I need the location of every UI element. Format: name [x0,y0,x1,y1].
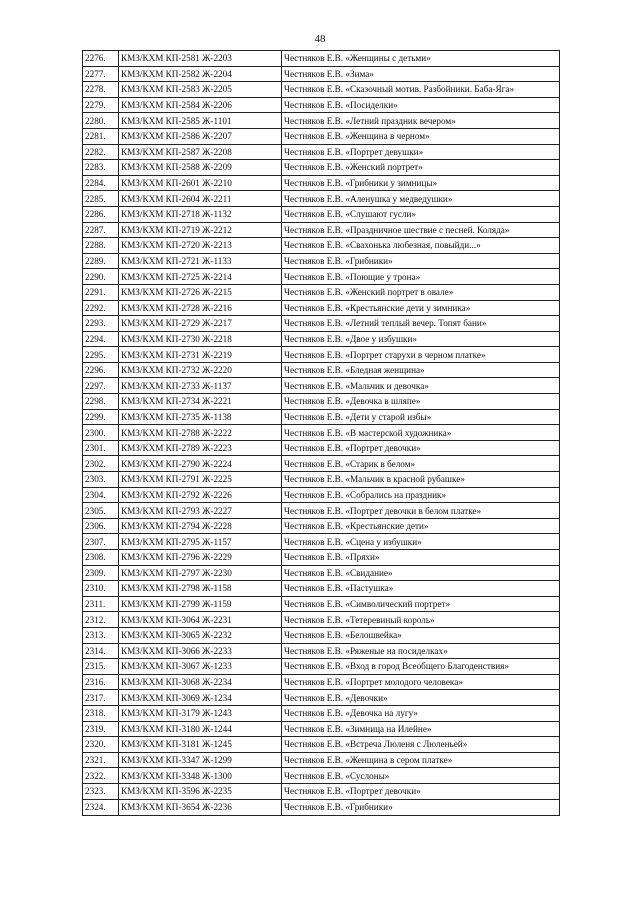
register-table-body [83,51,560,816]
row-number-cell: 2315. [83,659,119,675]
table-row [83,705,560,721]
inventory-code-cell: КМЗ/КХМ КП-2725 Ж-2214 [119,269,282,285]
inventory-code-cell: КМЗ/КХМ КП-2584 Ж-2206 [119,97,282,113]
inventory-code-cell: КМЗ/КХМ КП-2587 Ж-2208 [119,144,282,160]
table-row [83,222,560,238]
inventory-code-cell: КМЗ/КХМ КП-2735 Ж-1138 [119,409,282,425]
inventory-code-cell: КМЗ/КХМ КП-2585 Ж-1101 [119,113,282,129]
row-number-cell: 2308. [83,550,119,566]
artwork-title-cell: Честняков Е.В. «Сцена у избушки» [282,534,560,550]
table-row [83,752,560,768]
artwork-title-cell: Честняков Е.В. «Встреча Люленя с Люленьей» [282,737,560,753]
artwork-title-cell: Честняков Е.В. «Женщина в черном» [282,128,560,144]
row-number-cell: 2291. [83,284,119,300]
row-number-cell: 2305. [83,503,119,519]
artwork-title-cell: Честняков Е.В. «Женский портрет в овале» [282,284,560,300]
inventory-code-cell: КМЗ/КХМ КП-2791 Ж-2225 [119,472,282,488]
table-row [83,659,560,675]
table-row [83,472,560,488]
row-number-cell: 2289. [83,253,119,269]
table-row [83,97,560,113]
row-number-cell: 2294. [83,331,119,347]
table-row [83,253,560,269]
row-number-cell: 2304. [83,487,119,503]
artwork-title-cell: Честняков Е.В. «Женский портрет» [282,160,560,176]
row-number-cell: 2281. [83,128,119,144]
inventory-code-cell: КМЗ/КХМ КП-2588 Ж-2209 [119,160,282,176]
table-row [83,238,560,254]
row-number-cell: 2322. [83,768,119,784]
inventory-code-cell: КМЗ/КХМ КП-3179 Ж-1243 [119,705,282,721]
table-row [83,206,560,222]
inventory-code-cell: КМЗ/КХМ КП-2798 Ж-1158 [119,581,282,597]
artwork-title-cell: Честняков Е.В. «Посиделки» [282,97,560,113]
table-row [83,627,560,643]
inventory-code-cell: КМЗ/КХМ КП-2790 Ж-2224 [119,456,282,472]
table-row [83,347,560,363]
table-row [83,394,560,410]
artwork-title-cell: Честняков Е.В. «Суслоны» [282,768,560,784]
table-row [83,51,560,67]
table-row [83,144,560,160]
inventory-code-cell: КМЗ/КХМ КП-2583 Ж-2205 [119,82,282,98]
inventory-code-cell: КМЗ/КХМ КП-3181 Ж-1245 [119,737,282,753]
register-table [82,50,560,816]
row-number-cell: 2323. [83,783,119,799]
inventory-code-cell: КМЗ/КХМ КП-2719 Ж-2212 [119,222,282,238]
row-number-cell: 2290. [83,269,119,285]
artwork-title-cell: Честняков Е.В. «Праздничное шествие с песней. Коляда» [282,222,560,238]
table-row [83,643,560,659]
page-number: 48 [314,33,326,45]
artwork-title-cell: Честняков Е.В. «Портрет девушки» [282,144,560,160]
row-number-cell: 2276. [83,51,119,67]
artwork-title-cell: Честняков Е.В. «Белошвейка» [282,627,560,643]
artwork-title-cell: Честняков Е.В. «Вход в город Всеобщего Благоденствия» [282,659,560,675]
inventory-code-cell: КМЗ/КХМ КП-3180 Ж-1244 [119,721,282,737]
inventory-code-cell: КМЗ/КХМ КП-2586 Ж-2207 [119,128,282,144]
table-row [83,783,560,799]
row-number-cell: 2320. [83,737,119,753]
inventory-code-cell: КМЗ/КХМ КП-2731 Ж-2219 [119,347,282,363]
artwork-title-cell: Честняков Е.В. «Женщины с детьми» [282,51,560,67]
table-row [83,175,560,191]
table-row [83,66,560,82]
row-number-cell: 2284. [83,175,119,191]
table-row [83,503,560,519]
row-number-cell: 2312. [83,612,119,628]
table-row [83,82,560,98]
table-row [83,440,560,456]
inventory-code-cell: КМЗ/КХМ КП-3065 Ж-2232 [119,627,282,643]
table-row [83,565,560,581]
table-row [83,581,560,597]
table-row [83,113,560,129]
artwork-title-cell: Честняков Е.В. «Поющие у трона» [282,269,560,285]
row-number-cell: 2301. [83,440,119,456]
table-row [83,456,560,472]
inventory-code-cell: КМЗ/КХМ КП-3067 Ж-1233 [119,659,282,675]
inventory-code-cell: КМЗ/КХМ КП-2799 Ж-1159 [119,596,282,612]
table-row [83,674,560,690]
artwork-title-cell: Честняков Е.В. «Мальчик в красной рубашке» [282,472,560,488]
row-number-cell: 2292. [83,300,119,316]
table-row [83,799,560,816]
artwork-title-cell: Честняков Е.В. «Летний теплый вечер. Топят бани» [282,316,560,332]
table-row [83,550,560,566]
inventory-code-cell: КМЗ/КХМ КП-2788 Ж-2222 [119,425,282,441]
row-number-cell: 2278. [83,82,119,98]
row-number-cell: 2317. [83,690,119,706]
table-row [83,487,560,503]
inventory-code-cell: КМЗ/КХМ КП-3066 Ж-2233 [119,643,282,659]
row-number-cell: 2302. [83,456,119,472]
artwork-title-cell: Честняков Е.В. «Крестьянские дети у зимника» [282,300,560,316]
artwork-title-cell: Честняков Е.В. «В мастерской художника» [282,425,560,441]
row-number-cell: 2310. [83,581,119,597]
inventory-code-cell: КМЗ/КХМ КП-3348 Ж-1300 [119,768,282,784]
inventory-code-cell: КМЗ/КХМ КП-3596 Ж-2235 [119,783,282,799]
artwork-title-cell: Честняков Е.В. «Сказочный мотив. Разбойники. Баба-Яга» [282,82,560,98]
artwork-title-cell: Честняков Е.В. «Крестьянские дети» [282,518,560,534]
row-number-cell: 2299. [83,409,119,425]
row-number-cell: 2282. [83,144,119,160]
artwork-title-cell: Честняков Е.В. «Девочка на лугу» [282,705,560,721]
inventory-code-cell: КМЗ/КХМ КП-2795 Ж-1157 [119,534,282,550]
inventory-code-cell: КМЗ/КХМ КП-2720 Ж-2213 [119,238,282,254]
artwork-title-cell: Честняков Е.В. «Двое у избушки» [282,331,560,347]
inventory-code-cell: КМЗ/КХМ КП-2728 Ж-2216 [119,300,282,316]
inventory-code-cell: КМЗ/КХМ КП-2721 Ж-1133 [119,253,282,269]
row-number-cell: 2297. [83,378,119,394]
table-row [83,284,560,300]
table-row [83,362,560,378]
row-number-cell: 2288. [83,238,119,254]
row-number-cell: 2316. [83,674,119,690]
artwork-title-cell: Честняков Е.В. «Слушают гусли» [282,206,560,222]
row-number-cell: 2303. [83,472,119,488]
artwork-title-cell: Честняков Е.В. «Зимница на Илейне» [282,721,560,737]
row-number-cell: 2279. [83,97,119,113]
row-number-cell: 2298. [83,394,119,410]
artwork-title-cell: Честняков Е.В. «Тетеревиный король» [282,612,560,628]
table-row [83,409,560,425]
table-row [83,737,560,753]
inventory-code-cell: КМЗ/КХМ КП-3068 Ж-2234 [119,674,282,690]
artwork-title-cell: Честняков Е.В. «Женщина в сером платке» [282,752,560,768]
artwork-title-cell: Честняков Е.В. «Старик в белом» [282,456,560,472]
artwork-title-cell: Честняков Е.В. «Дети у старой избы» [282,409,560,425]
table-row [83,378,560,394]
inventory-code-cell: КМЗ/КХМ КП-2732 Ж-2220 [119,362,282,378]
artwork-title-cell: Честняков Е.В. «Грибники» [282,253,560,269]
row-number-cell: 2311. [83,596,119,612]
artwork-title-cell: Честняков Е.В. «Свидание» [282,565,560,581]
table-row [83,425,560,441]
artwork-title-cell: Честняков Е.В. «Летний праздник вечером» [282,113,560,129]
row-number-cell: 2296. [83,362,119,378]
row-number-cell: 2324. [83,799,119,816]
row-number-cell: 2314. [83,643,119,659]
artwork-title-cell: Честняков Е.В. «Бледная женщина» [282,362,560,378]
row-number-cell: 2319. [83,721,119,737]
inventory-code-cell: КМЗ/КХМ КП-2604 Ж-2211 [119,191,282,207]
row-number-cell: 2293. [83,316,119,332]
artwork-title-cell: Честняков Е.В. «Символический портрет» [282,596,560,612]
row-number-cell: 2286. [83,206,119,222]
table-row [83,269,560,285]
table-row [83,518,560,534]
artwork-title-cell: Честняков Е.В. «Девочка в шляпе» [282,394,560,410]
table-row [83,612,560,628]
artwork-title-cell: Честняков Е.В. «Девочки» [282,690,560,706]
artwork-title-cell: Честняков Е.В. «Зима» [282,66,560,82]
artwork-title-cell: Честняков Е.В. «Пастушка» [282,581,560,597]
artwork-title-cell: Честняков Е.В. «Портрет старухи в черном платке» [282,347,560,363]
artwork-title-cell: Честняков Е.В. «Портрет девочки в белом платке» [282,503,560,519]
row-number-cell: 2313. [83,627,119,643]
inventory-code-cell: КМЗ/КХМ КП-2789 Ж-2223 [119,440,282,456]
inventory-code-cell: КМЗ/КХМ КП-3347 Ж-1299 [119,752,282,768]
inventory-code-cell: КМЗ/КХМ КП-2718 Ж-1132 [119,206,282,222]
inventory-code-cell: КМЗ/КХМ КП-2729 Ж-2217 [119,316,282,332]
artwork-title-cell: Честняков Е.В. «Пряхи» [282,550,560,566]
row-number-cell: 2287. [83,222,119,238]
artwork-title-cell: Честняков Е.В. «Портрет молодого человека» [282,674,560,690]
inventory-code-cell: КМЗ/КХМ КП-2582 Ж-2204 [119,66,282,82]
inventory-code-cell: КМЗ/КХМ КП-2793 Ж-2227 [119,503,282,519]
row-number-cell: 2300. [83,425,119,441]
artwork-title-cell: Честняков Е.В. «Грибники» [282,799,560,816]
inventory-code-cell: КМЗ/КХМ КП-2796 Ж-2229 [119,550,282,566]
table-row [83,690,560,706]
table-row [83,300,560,316]
artwork-title-cell: Честняков Е.В. «Мальчик и девочка» [282,378,560,394]
row-number-cell: 2280. [83,113,119,129]
row-number-cell: 2285. [83,191,119,207]
artwork-title-cell: Честняков Е.В. «Аленушка у медведушки» [282,191,560,207]
artwork-title-cell: Честняков Е.В. «Ряженые на посиделках» [282,643,560,659]
table-row [83,128,560,144]
table-row [83,160,560,176]
inventory-code-cell: КМЗ/КХМ КП-2797 Ж-2230 [119,565,282,581]
inventory-code-cell: КМЗ/КХМ КП-2581 Ж-2203 [119,51,282,67]
row-number-cell: 2309. [83,565,119,581]
artwork-title-cell: Честняков Е.В. «Портрет девочки» [282,440,560,456]
inventory-code-cell: КМЗ/КХМ КП-2794 Ж-2228 [119,518,282,534]
table-row [83,316,560,332]
table-row [83,596,560,612]
table-row [83,191,560,207]
row-number-cell: 2277. [83,66,119,82]
inventory-code-cell: КМЗ/КХМ КП-2733 Ж-1137 [119,378,282,394]
inventory-code-cell: КМЗ/КХМ КП-2601 Ж-2210 [119,175,282,191]
artwork-title-cell: Честняков Е.В. «Грибники у зимницы» [282,175,560,191]
table-row [83,768,560,784]
inventory-code-cell: КМЗ/КХМ КП-3069 Ж-1234 [119,690,282,706]
inventory-code-cell: КМЗ/КХМ КП-2792 Ж-2226 [119,487,282,503]
row-number-cell: 2295. [83,347,119,363]
inventory-code-cell: КМЗ/КХМ КП-2726 Ж-2215 [119,284,282,300]
row-number-cell: 2318. [83,705,119,721]
table-row [83,331,560,347]
artwork-title-cell: Честняков Е.В. «Свахонька любезная, повыйди...» [282,238,560,254]
row-number-cell: 2306. [83,518,119,534]
row-number-cell: 2307. [83,534,119,550]
inventory-code-cell: КМЗ/КХМ КП-3654 Ж-2236 [119,799,282,816]
table-row [83,534,560,550]
row-number-cell: 2321. [83,752,119,768]
inventory-code-cell: КМЗ/КХМ КП-2730 Ж-2218 [119,331,282,347]
artwork-title-cell: Честняков Е.В. «Собрались на праздник» [282,487,560,503]
artwork-title-cell: Честняков Е.В. «Портрет девочки» [282,783,560,799]
inventory-code-cell: КМЗ/КХМ КП-2734 Ж-2221 [119,394,282,410]
inventory-code-cell: КМЗ/КХМ КП-3064 Ж-2231 [119,612,282,628]
table-row [83,721,560,737]
row-number-cell: 2283. [83,160,119,176]
